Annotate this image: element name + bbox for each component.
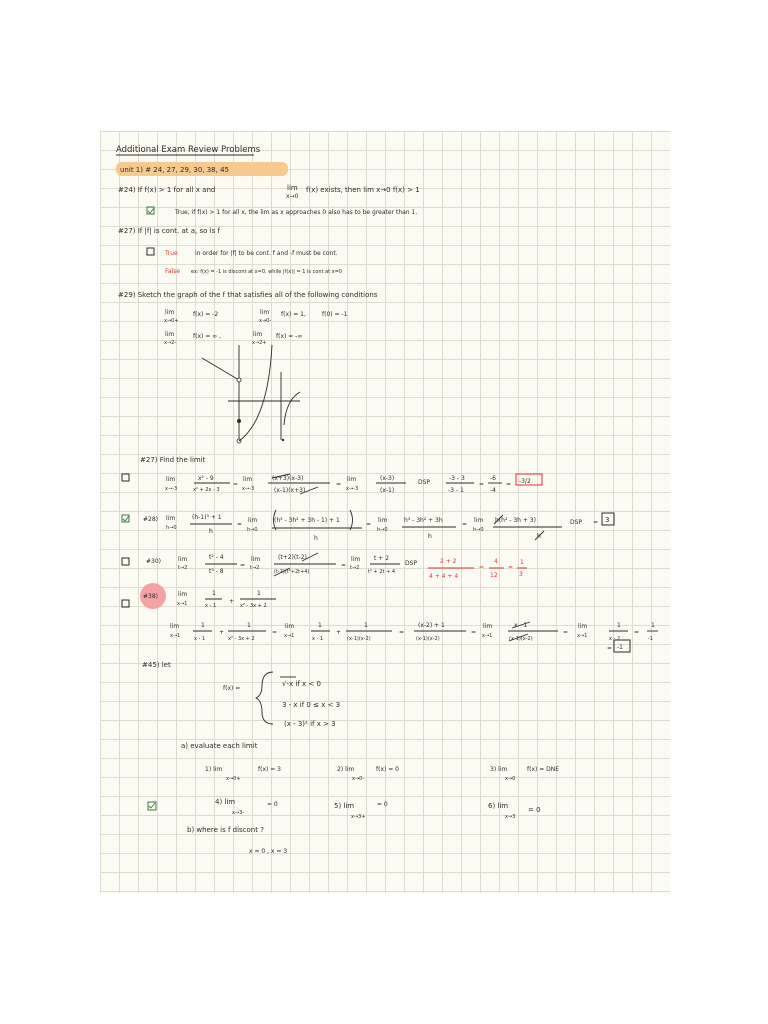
problem-27a-false-text: ex: f(x) = -1 is discont at x=0, while |f(x)| = 1 is cont at x=0 [191,269,343,275]
p45-case-3: (x - 3)² if x > 3 [284,720,336,728]
problem-24-answer: True, if f(x) > 1 for all x, the lim as x approaches 0 also has to be greater than 1. [175,209,418,216]
p45-l3-sub: x→0 [505,776,516,782]
p27b-frac2-den: (x-1)(x+3) [274,487,306,494]
p45-l4-lim: 4) lim [215,798,236,806]
p30-eq-4: = [508,564,514,571]
p28-eq-2: = [366,521,372,528]
problem-27a-prompt: #27) If |f| is cont. at a, so is f [118,227,220,235]
p27b-eq-3: = [479,481,485,488]
p27b-eq-4: = [506,481,512,488]
p27b-eq: = [233,481,239,488]
condition-2-lim: lim [260,309,270,316]
p30-frac2-num: (t+2)(t-2) [278,554,307,561]
p45-l5-lim: 5) lim [334,802,355,810]
p45-case-1: √-x if x < 0 [282,680,321,688]
p28-lim-4: lim [474,517,484,524]
p27b-frac1-num: x² - 9 [198,475,214,482]
p30-frac5-num: 4 [494,558,498,565]
p45-l1: f(x) = 3 [258,766,282,773]
p30-dsp: DSP [405,560,418,567]
p28-dsp: DSP [570,519,583,526]
p28-frac3-den: h [428,533,432,540]
p27b-eq-2: = [336,481,342,488]
p38-frac4-num: (x-2) + 1 [418,622,445,629]
problem-27a-checkbox[interactable] [147,248,154,255]
condition-4: f(x) = ∞ , [193,333,221,340]
p30-sub-2: t→2 [250,565,260,571]
p38-l2-frac2-den: x² - 3x + 2 [228,636,255,642]
p27b-frac2-num: (x+3)(x-3) [272,475,304,482]
p38-sub-5: x→1 [577,633,588,639]
p38-frac5-den: (x-1)(x-2) [509,636,533,642]
p30-sub-3: t→2 [350,565,360,571]
p28-lim-3: lim [378,517,388,524]
p38-frac2-num: 1 [257,590,261,597]
p38-l2-frac1-den: x - 1 [194,636,206,642]
p45-l4-sub: x→3- [232,810,245,816]
p30-frac3-num: t + 2 [374,555,390,562]
p45-l1-sub: x→0+ [226,776,241,782]
problem-24-prompt: #24) If f(x) > 1 for all x and [118,186,216,194]
p27b-frac4-den: -3 - 1 [448,487,464,494]
problem-27b-checkbox[interactable] [122,474,129,481]
p45-part-b: b) where is f discont ? [187,826,264,834]
svg-text:+: + [336,629,342,636]
p45-case-2: 3 - x if 0 ≤ x < 3 [282,701,341,709]
p30-sub: t→2 [178,565,188,571]
p38-frac4-den: (x-1)(x-2) [416,636,440,642]
p28-eq-3: = [462,521,468,528]
problem-38-checkbox[interactable] [122,600,129,607]
p28-frac2-num: (h³ - 3h² + 3h - 1) + 1 [274,517,340,524]
p27b-answer: -3/2 [519,478,531,485]
problem-29-prompt: #29) Sketch the graph of the f that satisfies all of the following conditions [118,291,378,299]
p30-lim: lim [178,556,188,563]
p28-frac4-den: h [537,533,541,540]
p45-answer-b: x = 0 , x = 3 [249,848,288,855]
p30-eq-1: = [240,562,246,569]
p38-eq-3: = [471,629,477,636]
p45-l2-sub: x→0- [352,776,365,782]
p28-eq-4: = [593,519,599,526]
p38-eq-6: = [607,645,613,652]
svg-text:+: + [229,598,235,605]
p27b-sub-2: x→-3 [242,486,255,492]
p38-l2-frac3-num: 1 [318,622,322,629]
problem-28-prompt: #28) [143,516,159,523]
condition-1-lim: lim [165,309,175,316]
p27b-sub-3: x→-3 [346,486,359,492]
p45-l6-lim: 6) lim [488,802,509,810]
condition-1-sub: x→0+ [164,318,179,324]
p38-l2-frac1-num: 1 [201,622,205,629]
p27b-lim: lim [166,476,176,483]
p38-frac1-den: x - 1 [205,603,217,609]
p45-fx: f(x) = [223,685,241,692]
p28-sub-4: h→0 [473,527,484,533]
condition-4-sub: x→2- [164,340,177,346]
p38-sub-2: x→1 [170,633,181,639]
page-title: Additional Exam Review Problems [116,145,261,155]
p30-frac5-den: 12 [490,572,498,579]
p28-eq-1: = [237,521,243,528]
p38-frac6-den: x - 2 [609,636,621,642]
p38-lim-2: lim [170,623,180,630]
condition-3: f(0) = -1 [322,311,348,318]
problem-45-prompt: #45) let [142,661,171,669]
p38-eq-4: = [563,629,569,636]
p30-eq-3: = [479,564,485,571]
p27b-frac3-den: (x-1) [380,487,395,494]
p30-frac6-den: 3 [519,571,523,578]
problem-24-rest: f(x) exists, then lim x→0 f(x) > 1 [306,186,420,194]
p28-lim: lim [166,515,176,522]
p27b-frac1-den: x² + 2x - 3 [193,487,220,493]
p30-frac1-den: t³ - 8 [209,568,224,575]
p28-answer: 3 [605,516,610,524]
p27b-frac3-num: (x-3) [380,475,395,482]
p28-lim-2: lim [248,517,258,524]
p27b-frac4-num: -3 - 3 [449,475,465,482]
p30-frac1-num: t² - 4 [209,554,224,561]
p28-frac2-den: h [314,535,318,542]
p38-frac5-num: x - 1 [514,622,528,629]
p38-frac7-den: -1 [648,636,653,642]
condition-5-lim: lim [253,331,263,338]
condition-5-sub: x→2+ [252,340,267,346]
p38-sub-3: x→1 [284,633,295,639]
p38-frac3-num: 1 [364,622,368,629]
p38-lim-3: lim [285,623,295,630]
p45-part-a: a) evaluate each limit [181,742,258,750]
p45-l1-lim: 1) lim [205,766,223,773]
condition-4-lim: lim [165,331,175,338]
p27b-frac5-num: -6 [490,475,496,482]
condition-1: f(x) = -2 [193,311,219,318]
condition-2-sub: x→0- [259,318,272,324]
p38-lim-5: lim [578,623,588,630]
p28-sub-2: h→0 [247,527,258,533]
p30-frac4-num: 2 + 2 [440,558,457,565]
p28-frac3-num: h³ - 3h² + 3h [404,517,443,524]
p27b-lim-3: lim [347,476,357,483]
p38-l2-frac2-num: 1 [247,622,251,629]
p45-l6-sub: x→3 [505,814,516,820]
problem-38-prompt: #38) [143,593,159,600]
p38-lim-4: lim [483,623,493,630]
condition-2: f(x) = 1, [281,311,306,318]
p45-l5-sub: x→3+ [351,814,366,820]
problem-27a-true: True [165,250,178,257]
p27b-lim-2: lim [243,476,253,483]
p30-frac3-den: t² + 2t + 4 [368,569,396,575]
p27b-sub: x→-3 [165,486,178,492]
problem-24-lim: lim [287,184,298,192]
p28-sub-3: h→0 [377,527,388,533]
p38-sub-4: x→1 [482,633,493,639]
sketch-graph [202,345,300,443]
p38-eq-2: = [399,629,405,636]
p45-l2-lim: 2) lim [337,766,355,773]
problem-27a-false: False [165,268,181,275]
p38-frac3-den: (x-1)(x-2) [347,636,371,642]
p27b-frac5-den: -4 [490,487,496,494]
p28-sub: h→0 [166,525,177,531]
p38-l2-frac3-den: x - 1 [312,636,324,642]
p30-frac2-den: (t-2)(t²+2t+4) [274,569,310,575]
p28-frac1-num: (h-1)³ + 1 [192,514,222,521]
problem-30-checkbox[interactable] [122,558,129,565]
problem-24-lim-sub: x→0 [286,193,299,200]
p45-l5: = 0 [377,801,388,808]
problem-30-prompt: #30) [146,558,162,565]
condition-5: f(x) = -∞ [276,333,303,340]
p38-frac7-num: 1 [651,622,655,629]
p38-answer: -1 [617,644,623,651]
p45-l4: = 0 [267,801,278,808]
p38-frac6-num: 1 [617,622,621,629]
problem-27b-prompt: #27) Find the limit [140,456,206,464]
p28-frac1-den: h [209,528,213,535]
p30-frac6-num: 1 [520,559,524,566]
p28-frac4-num: h(h² - 3h + 3) [495,517,536,524]
p38-sub: x→1 [177,601,188,607]
p38-frac1-num: 1 [212,590,216,597]
p45-l3: f(x) = DNE [527,766,560,773]
problem-27a-true-text: in order for |f| to be cont. f and -f must be cont. [195,250,338,257]
p38-eq-1: = [272,629,278,636]
unit-problems: unit 1) # 24, 27, 29, 30, 38, 45 [120,166,229,174]
p38-lim: lim [178,591,188,598]
p45-l3-lim: 3) lim [490,766,508,773]
p30-lim-2: lim [251,556,261,563]
p38-eq-5: = [634,629,640,636]
p27b-dsp: DSP [418,479,431,486]
p45-l2: f(x) = 0 [376,766,400,773]
svg-text:+: + [219,629,225,636]
p38-frac2-den: x² - 3x + 2 [240,603,267,609]
p30-lim-3: lim [351,556,361,563]
p30-frac4-den: 4 + 4 + 4 [429,573,459,580]
p45-l6: = 0 [528,806,541,814]
p30-eq-2: = [341,562,347,569]
